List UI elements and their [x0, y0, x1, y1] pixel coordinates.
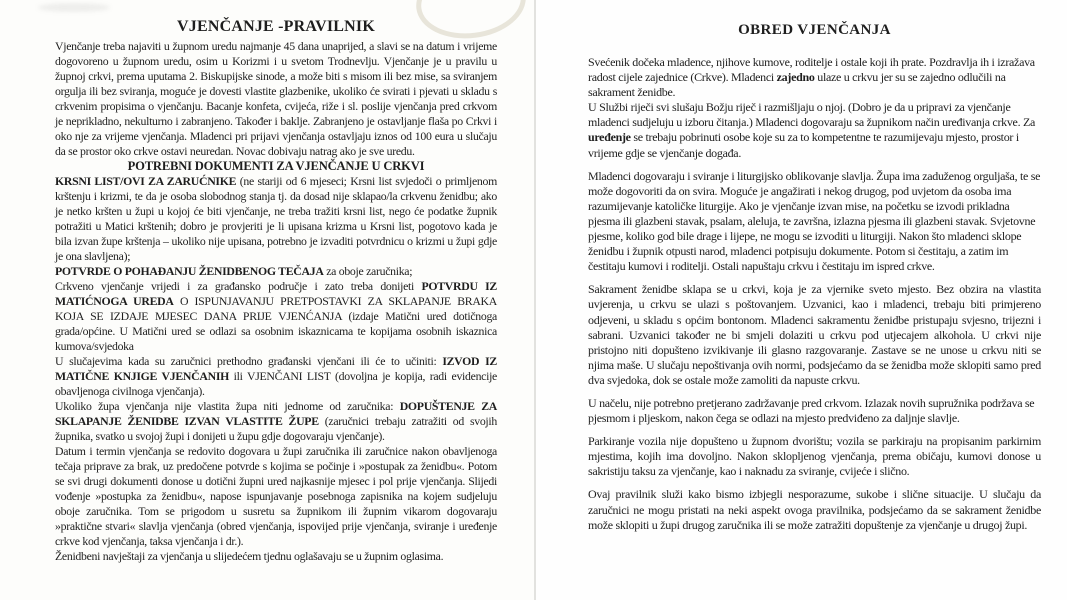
paragraph [588, 396, 1041, 426]
bold-text-run: POTREBNI DOKUMENTI ZA VJENČANJE U CRKVI [127, 159, 425, 173]
paragraph [55, 39, 497, 159]
paragraph [55, 399, 497, 444]
right-page-body [588, 55, 1041, 533]
paragraph [588, 487, 1041, 532]
paragraph [55, 279, 497, 354]
paragraph [588, 434, 1041, 479]
text-run: (zaručnici trebaju zatražiti od svojih župnika, svatko u svojoj župi i donijeti u župu gdje dogovaraju vjenčanje). [55, 414, 497, 443]
bold-text-run: POTVRDU IZ MATIĆNOGA UREDA [55, 279, 497, 308]
paragraph [55, 354, 497, 399]
text-run: U slučajevima kada su zaručnici prethodno građanski vjenčani ili će to učiniti: [55, 354, 443, 368]
bold-text-run: POTVRDE O POHAĐANJU ŽENIDBENOG TEČAJA [55, 264, 324, 278]
bold-text-run: DOPUŠTENJE ZA SKLAPANJE ŽENIDBE IZVAN VLASTITE ŽUPE [55, 399, 497, 428]
text-run: Ovaj pravilnik služi kako bismo izbjegli nesporazume, sukobe i slične situacije. U slučaju da zaručnici ne mogu pristati na neki aspekt ovoga pravilnika, podsjećamo da se sakrament ženidbe može sklopiti u župi drugog zaručnika ili se može zatražiti dopuštenje za vjenčanje u drugoj župi. [588, 487, 1041, 532]
text-run: U Službi riječi svi slušaju Božju riječ i razmišljaju o njoj. (Dobro je da u pripravi za vjenčanje mladenci sudjeluju u izboru čitanja.) Mladenci dogovaraju sa župnikom način uređivanja crkve. Za [588, 100, 1036, 130]
bold-text-run: IZVOD IZ MATIČNE KNJIGE VJENČANIH [55, 354, 497, 383]
text-run: za oboje zaručnika; [323, 264, 413, 278]
page-right [536, 0, 1067, 600]
paragraph [55, 444, 497, 549]
text-run: (ne stariji od 6 mjeseci; Krsni list svjedoči o primljenom krštenju i krizmi, te da je osoba slobodnog stanja tj. da dosad nije sklapao/la crkvenu ženidbu; ako je netko kršten u župi u kojoj će biti vjenčanje, ne treba tražiti krsni list, nego će podatke župnik potražiti u Matici krštenih; dobro je provjeriti je li upisana krizma u Krsni list, pogotovo kada je bila izvan župe krštenja – ukoliko nije upisana, potrebno je izvaditi potvrdnicu o krizmi u župi gdje je ona slavljena); [55, 174, 497, 263]
scan-smudge [38, 3, 110, 12]
paragraph [55, 549, 497, 564]
text-run: ili VJENČANI LIST (dovoljna je kopija, radi evidencije obavljenoga civilnoga vjenčanja). [55, 369, 497, 398]
paragraph [55, 174, 497, 264]
text-run: O ISPUNJAVANJU PRETPOSTAVKI ZA SKLAPANJE BRAKA KOJA SE IZDAJE MJESEC DANA PRIJE VJENĆANJA (izdaje Matični ured dotičnoga grada/općine. U Matični ured se odlazi sa osobnim iskaznicama te kopijama osobnih iskaznica kumova/svjedoka [55, 294, 497, 353]
right-page-title: OBRED VJENČANJA [738, 22, 891, 38]
text-run: se trebaju pobrinuti osobe koje su za to kompetentne te razumijevaju mjesto, prostor i vrijeme gdje se vjenčanje događa. [588, 130, 1019, 160]
bold-text-run: zajedno [776, 70, 815, 85]
text-run: Crkveno vjenčanje vrijedi i za građansko područje i zato treba donijeti [55, 279, 422, 293]
left-page-body [55, 39, 497, 564]
paragraph [588, 100, 1041, 160]
left-page-title: VJENČANJE -PRAVILNIK [177, 18, 375, 35]
paragraph [588, 282, 1041, 388]
text-run: Ženidbeni navještaji za vjenčanja u slijedećem tjednu oglašavaju se u župnim oglasima. [55, 549, 444, 563]
section-heading [55, 159, 497, 174]
text-run: Parkiranje vozila nije dopušteno u župnom dvorištu; vozila se parkiraju na propisanim parkirnim mjestima, kojih ima dovoljno. Nakon sklopljenog vjenčanja, prema običaju, kumovi donose u sakristiju taksu za vjenčanje, kao i naknadu za sviranje, cvijeće i slično. [588, 434, 1041, 479]
paragraph [55, 264, 497, 279]
text-run: Sakrament ženidbe sklapa se u crkvi, koja je za vjernike sveto mjesto. Bez obzira na vlastita uvjerenja, u crkvu se ulazi s poštovanjem. Uzvanici, kao i mladenci, trebaju biti primjereno odjeveni, u skladu s općim bontonom. Mladenci sakramentu ženidbe pristupaju svjesno, trijezni i sabrani. Uzvanici također ne bi smjeli dolaziti u crkvu pod utjecajem alkohola. U crkvi nije pristojno niti dopušteno izvikivanje ili glasno razgovaranje. Zastave se ne unose u crkvu niti se njima maše. U slučaju nepoštivanja ovih normi, podsjećamo da se ženidba može sklopiti samo pred dva svjedoka, dok se ostale može zamoliti da napuste crkvu. [588, 282, 1041, 387]
paragraph [588, 169, 1041, 275]
bold-text-run: uređenje [588, 130, 631, 145]
text-run: Vjenčanje treba najaviti u župnom uredu najmanje 45 dana unaprijed, a slavi se na datum i vrijeme dogovoreno u župnom uredu, osim u Korizmi i u svetom Trodnevlju. Vjenčanje je u pravilu u župnoj crkvi, prema uputama 2. Biskupijske sinode, a može biti s misom ili bez mise, sa sviranjem orgulja ili bez sviranja, moguće je dovesti vlastite glazbenike, ukoliko će svirati i pjevati u skladu s crkvenim propisima o vjenčanju. Bacanje konfeta, cvijeća, riže i sl. poslije vjenčanja pred crkvom je neprikladno, nekulturno i zabranjeno. Također i baklje. Zabranjeno je ostavljanje flaša po Crkvi i oko nje za vrijeme vjenčanja. Mladenci pri prijavi vjenčanja ostavljaju iznos od 100 eura u slučaju da se prostor oko crkve ostavi neuredan. Novac dobivaju natrag ako je sve uredu. [55, 39, 497, 158]
text-run: ulaze u crkvu jer su se zajedno odlučili na sakrament ženidbe. [588, 70, 1006, 100]
text-run: Datum i termin vjenčanja se redovito dogovara u župi zaručnika ili zaručnice nakon obavljenoga tečaja priprave za brak, uz predočene potvrde s kojima se počinje i »postupak za ženidbu«. Potom se svi drugi dokumenti donose u dotični župni ured najkasnije mjesec i pol prije vjenčanja. Slijedi vođenje »postupka za ženidbu«, napose ispunjavanje posebnoga zapisnika na kojem sudjeluju oboje zaručnika. Tom se prigodom u susretu sa župnikom ili župnim vikarom dogovaraju »praktične stvari« slavlja vjenčanja (obred vjenčanja, ispovijed prije vjenčanja, sviranje i uređenje crkve kod vjenčanja, taksa vjenčanja i dr.). [55, 444, 497, 548]
text-run: Svećenik dočeka mladence, njihove kumove, roditelje i ostale koji ih prate. Pozdravlja ih i izražava radost cijele zajednice (Crkve). Mladenci [588, 55, 1035, 85]
bold-text-run: KRSNI LIST/OVI ZA ZARUĆNIKE [55, 174, 237, 188]
text-run: U načelu, nije potrebno pretjerano zadržavanje pred crkvom. Izlazak novih supružnika podržava se pjesmom i pljeskom, nakon čega se odlazi na mjesto predviđeno za daljnje slavlje. [588, 395, 1035, 426]
text-run: Mladenci dogovaraju i sviranje i liturgijsko oblikovanje slavlja. Župa ima zaduženog orguljaša, te se može dogovoriti da on svira. Moguće je angažirati i nekog drugog, pod uvjetom da osoba ima razumijevanje katoličke liturgije. Ako je vjenčanje izvan mise, na početku se izvodi prikladna pjesma ili glazbeni stavak, psalam, aleluja, te završna, izlazna pjesma ili glazbeni stavak. Svjetovne pjesme, koliko god bile drage i lijepe, ne mogu se izvoditi u liturgiji. Nakon što mladenci sklope ženidbu i župnik otpusti narod, mladenci potpisuju dokumente. Potom si čestitaju, a zatim im čestitaju kumovi i roditelji. Ostali napuštaju crkvu i čestitaju im ispred crkve. [588, 168, 1041, 274]
paragraph [588, 55, 1041, 100]
text-run: Ukoliko župa vjenčanja nije vlastita župa niti jednome od zaručnika: [55, 399, 400, 413]
